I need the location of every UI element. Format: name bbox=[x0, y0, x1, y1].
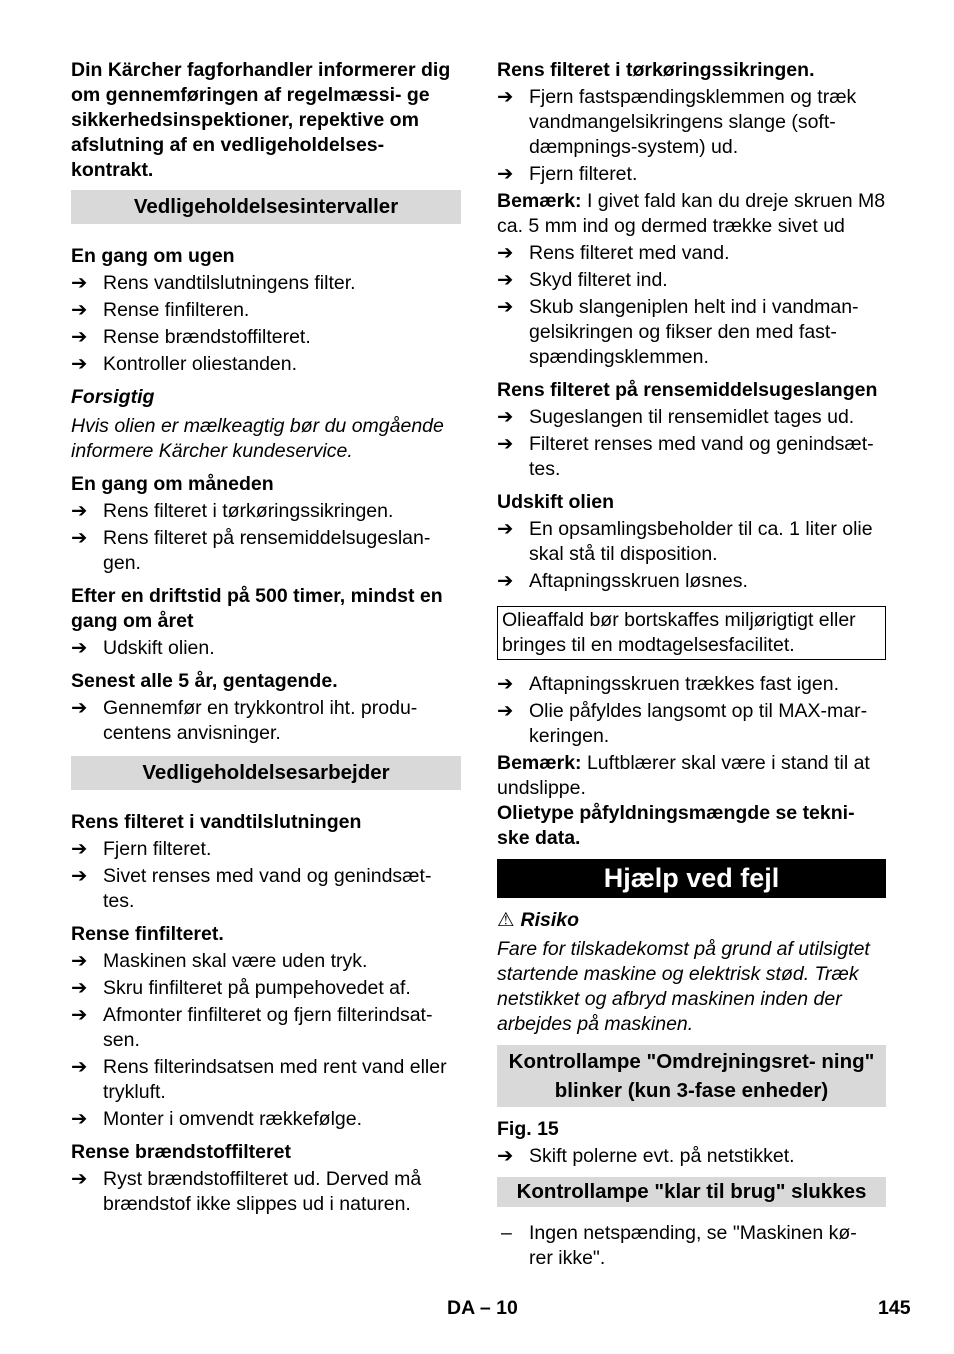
list-item: ➔ Sivet renses med vand og genindsæt- tes. bbox=[71, 865, 432, 912]
intro-text: Din Kärcher fagforhandler informerer dig om gennemføringen af regelmæssi- ge sikkerhedsinspektioner, repektive om afslutning af en vedligeholdelses- kontrakt. bbox=[71, 59, 451, 181]
arrow-icon: ➔ bbox=[497, 1145, 514, 1167]
note-2: Bemærk: Luftblærer skal være i stand til at undslippe. bbox=[497, 752, 870, 799]
caution-text: Hvis olien er mælkeagtig bør du omgående informere Kärcher kundeservice. bbox=[71, 415, 444, 462]
arrow-icon: ➔ bbox=[71, 326, 88, 348]
page-number: 145 bbox=[878, 1297, 911, 1319]
list-item: ➔ Rens filterindsatsen med rent vand eller trykluft. bbox=[71, 1056, 447, 1103]
list-item: ➔ En opsamlingsbeholder til ca. 1 liter olie skal stå til disposition. bbox=[497, 518, 873, 565]
right-column bbox=[497, 58, 886, 1271]
section-title-maintenance-intervals: Vedligeholdelsesintervaller bbox=[71, 190, 461, 224]
list-item: ➔ Rens filteret i tørkøringssikringen. bbox=[71, 500, 394, 522]
weekly-heading: En gang om ugen bbox=[71, 245, 235, 267]
dash-icon: – bbox=[501, 1222, 512, 1244]
arrow-icon: ➔ bbox=[71, 1168, 88, 1190]
lamp-direction-title: Kontrollampe "Omdrejningsret- ning" blinker (kun 3-fase enheder) bbox=[497, 1045, 886, 1107]
detergent-filter-heading: Rens filteret på rensemiddelsugeslangen bbox=[497, 379, 878, 401]
list-item: ➔ Gennemfør en trykkontrol iht. produ- centens anvisninger. bbox=[71, 697, 418, 744]
arrow-icon: ➔ bbox=[497, 242, 514, 264]
list-item: ➔ Fjern fastspændingsklemmen og træk vandmangelsikringens slange (soft- dæmpnings-system) ud. bbox=[497, 86, 857, 158]
arrow-icon: ➔ bbox=[497, 86, 514, 108]
arrow-icon: ➔ bbox=[497, 570, 514, 592]
list-item: ➔ Sugeslangen til rensemidlet tages ud. bbox=[497, 406, 855, 428]
list-item: ➔ Skub slangeniplen helt ind i vandman- gelsikringen og fikser den med fast- spændingsklemmen. bbox=[497, 296, 859, 368]
dryrun-filter-heading: Rens filteret i tørkøringssikringen. bbox=[497, 59, 815, 81]
list-item: ➔ Skyd filteret ind. bbox=[497, 269, 668, 291]
section-title-maintenance-work: Vedligeholdelsesarbejder bbox=[71, 756, 461, 790]
arrow-icon: ➔ bbox=[497, 269, 514, 291]
water-filter-heading: Rens filteret i vandtilslutningen bbox=[71, 811, 362, 833]
fuel-filter-heading: Rense brændstoffilteret bbox=[71, 1141, 291, 1163]
arrow-icon: ➔ bbox=[71, 1108, 88, 1130]
arrow-icon: ➔ bbox=[71, 838, 88, 860]
arrow-icon: ➔ bbox=[71, 977, 88, 999]
figure-reference: Fig. 15 bbox=[497, 1118, 559, 1140]
warning-icon: ⚠ bbox=[497, 909, 515, 931]
risk-label: ⚠ Risiko bbox=[497, 909, 580, 931]
list-item: ➔ Rens filteret på rensemiddelsugeslan- gen. bbox=[71, 527, 431, 574]
list-item: ➔ Aftapningsskruen løsnes. bbox=[497, 570, 748, 592]
list-item: – Ingen netspænding, se "Maskinen kø- rer ikke". bbox=[501, 1222, 857, 1269]
arrow-icon: ➔ bbox=[71, 697, 88, 719]
list-item: ➔ Ryst brændstoffilteret ud. Derved må brændstof ikke slippes ud i naturen. bbox=[71, 1168, 422, 1215]
arrow-icon: ➔ bbox=[71, 500, 88, 522]
list-item: ➔ Afmonter finfilteret og fjern filterindsat- sen. bbox=[71, 1004, 433, 1051]
list-item: ➔ Rens vandtilslutningens filter. bbox=[71, 272, 356, 294]
list-item: ➔ Fjern filteret. bbox=[497, 163, 638, 185]
help-section-title: Hjælp ved fejl bbox=[497, 859, 886, 898]
footer-section-label: DA – 10 bbox=[447, 1297, 518, 1319]
arrow-icon: ➔ bbox=[71, 637, 88, 659]
arrow-icon: ➔ bbox=[71, 1004, 88, 1026]
list-item: ➔ Kontroller oliestanden. bbox=[71, 353, 298, 375]
oil-disposal-notice-box: Olieaffald bør bortskaffes miljørigtigt eller bringes til en modtagelsesfacilitet. bbox=[497, 606, 886, 660]
list-item: ➔ Fjern filteret. bbox=[71, 838, 212, 860]
oil-type-text: Olietype påfyldningsmængde se tekni- ske data. bbox=[497, 802, 855, 849]
arrow-icon: ➔ bbox=[71, 527, 88, 549]
list-item: ➔ Skru finfilteret på pumpehovedet af. bbox=[71, 977, 411, 999]
lamp-ready-title: Kontrollampe "klar til brug" slukkes bbox=[497, 1177, 886, 1207]
arrow-icon: ➔ bbox=[497, 406, 514, 428]
arrow-icon: ➔ bbox=[497, 163, 514, 185]
arrow-icon: ➔ bbox=[497, 673, 514, 695]
arrow-icon: ➔ bbox=[497, 518, 514, 540]
risk-text: Fare for tilskadekomst på grund af utilsigtet startende maskine og elektrisk stød. Træk netstikket og afbryd maskinen inden der arbejdes på maskinen. bbox=[497, 938, 870, 1035]
five-year-heading: Senest alle 5 år, gentagende. bbox=[71, 670, 338, 692]
arrow-icon: ➔ bbox=[71, 353, 88, 375]
list-item: ➔ Rense brændstoffilteret. bbox=[71, 326, 311, 348]
monthly-heading: En gang om måneden bbox=[71, 473, 274, 495]
oil-change-heading: Udskift olien bbox=[497, 491, 615, 513]
arrow-icon: ➔ bbox=[71, 272, 88, 294]
list-item: ➔ Filteret renses med vand og genindsæt- tes. bbox=[497, 433, 874, 480]
list-item: ➔ Udskift olien. bbox=[71, 637, 215, 659]
arrow-icon: ➔ bbox=[497, 433, 514, 455]
arrow-icon: ➔ bbox=[71, 950, 88, 972]
list-item: ➔ Aftapningsskruen trækkes fast igen. bbox=[497, 673, 839, 695]
after-500-hours-heading: Efter en driftstid på 500 timer, mindst en gang om året bbox=[71, 585, 443, 632]
list-item: ➔ Maskinen skal være uden tryk. bbox=[71, 950, 368, 972]
list-item: ➔ Rens filteret med vand. bbox=[497, 242, 730, 264]
arrow-icon: ➔ bbox=[71, 1056, 88, 1078]
note-1: Bemærk: I givet fald kan du dreje skruen M8 ca. 5 mm ind og dermed trække sivet ud bbox=[497, 190, 886, 237]
list-item: ➔ Monter i omvendt rækkefølge. bbox=[71, 1108, 363, 1130]
fine-filter-heading: Rense finfilteret. bbox=[71, 923, 224, 945]
arrow-icon: ➔ bbox=[71, 299, 88, 321]
arrow-icon: ➔ bbox=[71, 865, 88, 887]
caution-label: Forsigtig bbox=[71, 386, 155, 408]
left-column bbox=[71, 58, 461, 1217]
list-item: ➔ Olie påfyldes langsomt op til MAX-mar- keringen. bbox=[497, 700, 868, 747]
list-item: ➔ Skift polerne evt. på netstikket. bbox=[497, 1145, 795, 1167]
list-item: ➔ Rense finfilteren. bbox=[71, 299, 250, 321]
arrow-icon: ➔ bbox=[497, 296, 514, 318]
arrow-icon: ➔ bbox=[497, 700, 514, 722]
